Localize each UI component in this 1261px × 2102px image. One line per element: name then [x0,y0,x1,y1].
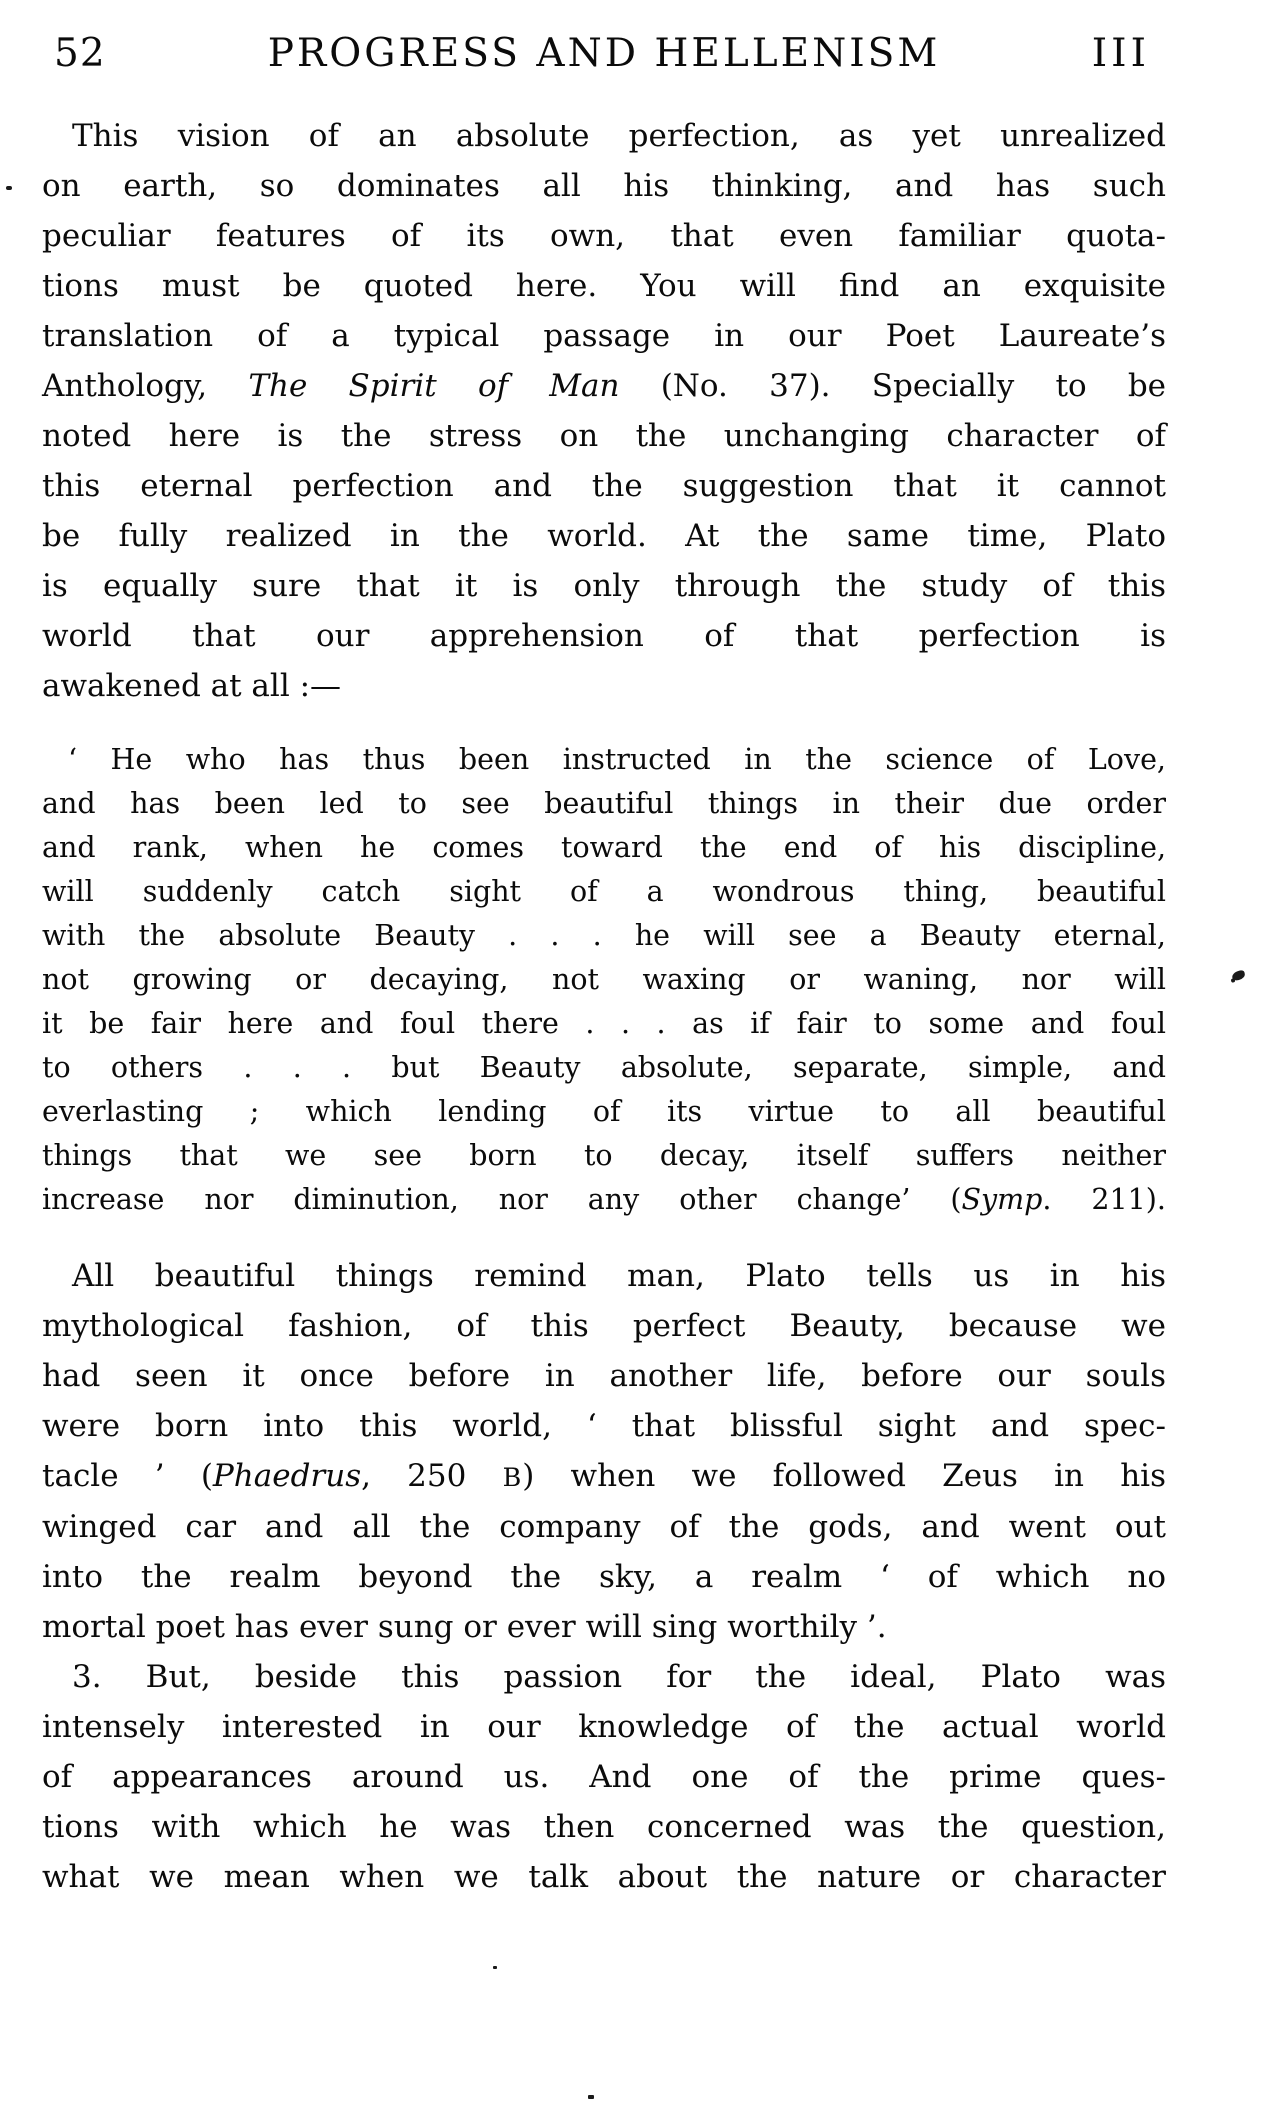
text-segment: winged car and all the company of the gods, and went out [42,1509,1166,1545]
text-segment: things that we see born to decay, itself suffers neither [42,1139,1166,1172]
text-line [42,111,1166,161]
text-segment: intensely interested in our knowledge of the actual world [42,1709,1166,1745]
text-segment: ) when we followed Zeus in his [522,1458,1167,1494]
italic-text-segment: The Spirit of Man [248,368,620,404]
text-line [42,958,1166,1002]
text-segment: had seen it once before in another life, before our souls [42,1358,1166,1394]
text-segment: be fully realized in the world. At the same time, Plato [42,518,1166,554]
text-line [42,561,1166,611]
text-segment: and rank, when he comes toward the end of his discipline, [42,831,1166,864]
text-segment: mortal poet has ever sung or ever will sing worthily ’. [42,1609,887,1645]
chapter-numeral: III [1091,31,1150,76]
text-line [42,826,1166,870]
text-segment: and has been led to see beautiful things in their due order [42,787,1166,820]
text-line [42,1134,1166,1178]
text-segment: . 211). [1042,1183,1166,1216]
text-line [42,1652,1166,1702]
text-segment: of appearances around us. And one of the prime ques- [42,1759,1166,1795]
paragraph-p3 [42,1251,1166,1652]
text-segment: were born into this world, ‘ that blissful sight and spec- [42,1408,1166,1444]
paragraph-p4 [42,1652,1166,1902]
text-line [42,411,1166,461]
text-line [42,1752,1166,1802]
text-segment: Anthology, [42,368,249,404]
text-segment: into the realm beyond the sky, a realm ‘ of which no [42,1559,1166,1595]
text-segment: mythological fashion, of this perfect Beauty, because we [42,1308,1166,1344]
paragraph-quote [42,738,1166,1222]
text-line [42,261,1166,311]
text-line [42,361,1166,411]
text-segment: with the absolute Beauty . . . he will see a Beauty eternal, [42,919,1166,952]
text-segment: awakened at all :— [42,668,342,704]
text-segment: it be fair here and foul there . . . as if fair to some and foul [42,1007,1166,1040]
text-segment: tions with which he was then concerned was the question, [42,1809,1166,1845]
text-segment: All beautiful things remind man, Plato tells us in his [72,1258,1166,1294]
text-line [42,1802,1166,1852]
text-line [42,1002,1166,1046]
text-column [42,0,1166,1902]
text-segment: ‘ He who has thus been instructed in the science of Love, [68,743,1166,776]
text-line [42,914,1166,958]
text-line [42,1702,1166,1752]
text-line [42,1502,1166,1552]
text-segment: peculiar features of its own, that even familiar quota- [42,218,1166,254]
page-number: 52 [54,31,106,76]
running-header [42,28,1166,80]
text-segment: tacle ’ ( [42,1458,213,1494]
text-segment: This vision of an absolute perfection, as yet unrealized [72,118,1166,154]
text-line [42,1178,1166,1222]
scan-speck [1231,970,1246,982]
text-segment: tions must be quoted here. You will find an exquisite [42,268,1166,304]
text-line [42,511,1166,561]
scan-speck [6,186,12,190]
text-line [42,461,1166,511]
text-segment: this eternal perfection and the suggestion that it cannot [42,468,1166,504]
text-line [42,870,1166,914]
text-line [42,1852,1166,1902]
text-line [42,738,1166,782]
text-line [42,1301,1166,1351]
text-line [42,311,1166,361]
text-segment: on earth, so dominates all his thinking, and has such [42,168,1166,204]
text-segment: noted here is the stress on the unchanging character of [42,418,1166,454]
text-line [42,1251,1166,1301]
scan-speck [588,2095,594,2099]
text-segment: will suddenly catch sight of a wondrous thing, beautiful [42,875,1166,908]
text-segment: , 250 [361,1458,503,1494]
text-segment: to others . . . but Beauty absolute, separate, simple, and [42,1051,1166,1084]
text-segment: what we mean when we talk about the nature or character [42,1859,1166,1895]
text-segment: translation of a typical passage in our Poet Laureate’s [42,318,1166,354]
text-line [42,211,1166,261]
text-line [42,1451,1166,1502]
running-title: PROGRESS AND HELLENISM [267,31,941,76]
text-segment: (No. 37). Specially to be [619,368,1167,404]
text-line [42,1552,1166,1602]
italic-text-segment: Symp [961,1183,1043,1216]
text-segment: everlasting ; which lending of its virtue to all beautiful [42,1095,1166,1128]
text-line [42,782,1166,826]
text-segment: is equally sure that it is only through the study of this [42,568,1166,604]
text-segment: not growing or decaying, not waxing or waning, nor will [42,963,1166,996]
italic-text-segment: Phaedrus [212,1458,362,1494]
text-segment: 3. But, beside this passion for the ideal, Plato was [72,1659,1166,1695]
text-line [42,1602,1166,1652]
text-line [42,161,1166,211]
text-line [42,661,1166,711]
text-line [42,1351,1166,1401]
text-segment: world that our apprehension of that perfection is [42,618,1166,654]
paragraph-p1 [42,111,1166,711]
text-line [42,1090,1166,1134]
scan-speck [493,1966,497,1969]
text-segment: B [502,1462,523,1492]
text-segment: increase nor diminution, nor any other change’ ( [42,1183,962,1216]
text-line [42,1401,1166,1451]
text-line [42,611,1166,661]
text-block [42,111,1166,1902]
text-line [42,1046,1166,1090]
